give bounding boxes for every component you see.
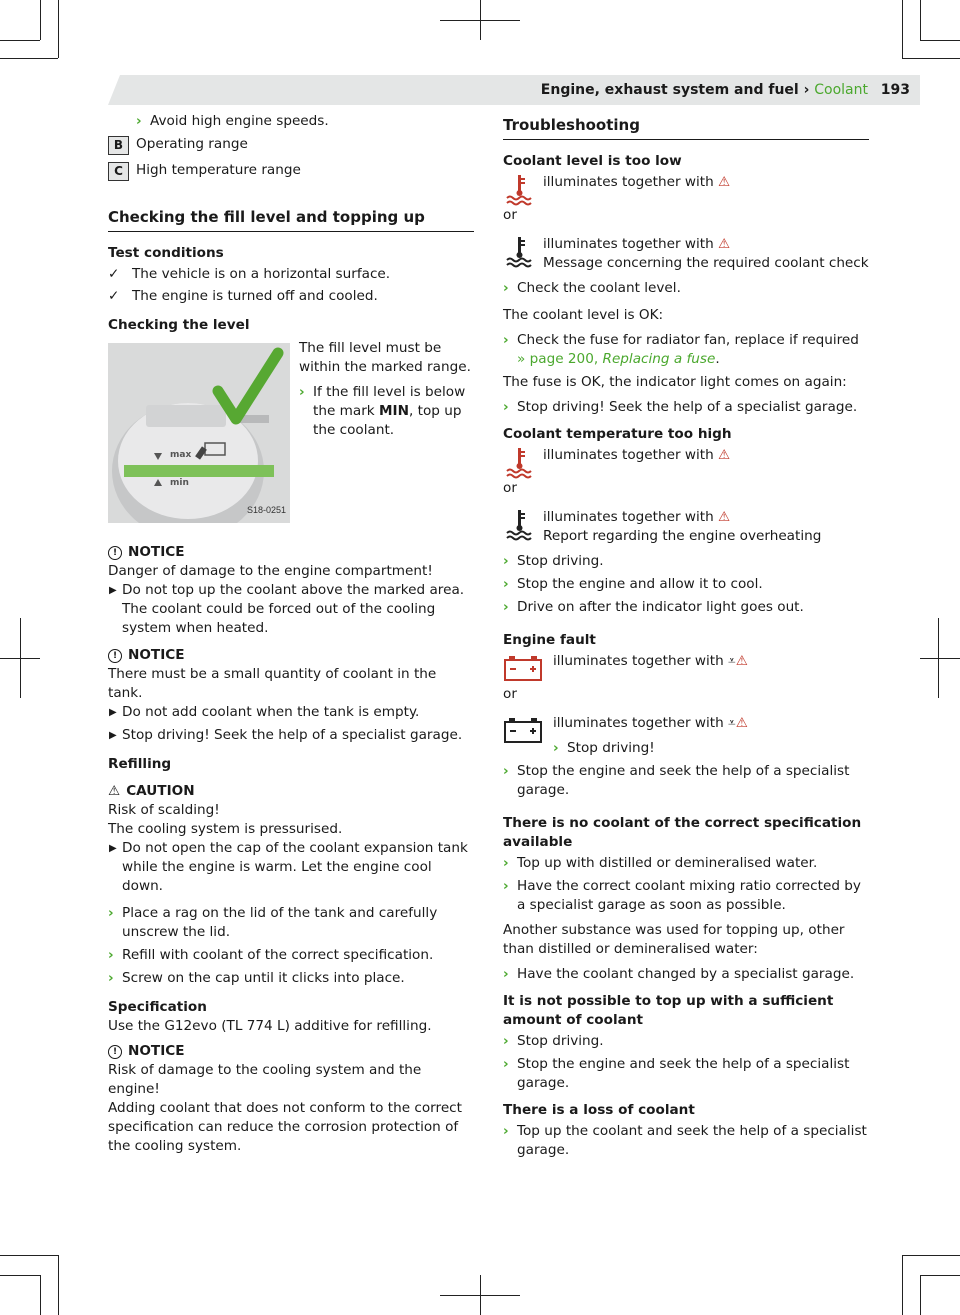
notice-icon: ! <box>108 546 122 560</box>
max-label: max <box>170 450 192 460</box>
min-mark: MIN <box>379 403 409 419</box>
step-text: Stop the engine and seek the help of a specialist garage. <box>517 1056 850 1091</box>
indicator-text: illuminates together with <box>543 174 714 190</box>
list-item <box>108 703 474 722</box>
chevron-right-icon: › <box>108 905 114 921</box>
step-text: Place a rag on the lid of the tank and carefully unscrew the lid. <box>122 905 438 940</box>
crop-mark <box>920 40 960 41</box>
legend-key: C <box>108 162 129 181</box>
crop-mark <box>920 1275 960 1276</box>
chevron-right-icon: › <box>108 947 114 963</box>
indicator-text: illuminates together with <box>543 447 714 463</box>
list-item <box>108 839 474 896</box>
crop-mark <box>0 1275 40 1276</box>
min-label: min <box>170 478 189 488</box>
list-item <box>108 265 474 284</box>
notice-bullet: Stop driving! Seek the help of a specialist garage. <box>122 727 463 743</box>
triangle-right-icon: ▶ <box>109 843 117 854</box>
step-text-pre: If the fill level is below the mark <box>313 384 466 419</box>
notice-label: NOTICE <box>128 647 185 663</box>
coolant-temperature-red-icon <box>503 446 537 480</box>
step-text: Screw on the cap until it clicks into place. <box>122 970 405 986</box>
coolant-temperature-icon <box>503 235 537 269</box>
chevron-right-icon: › <box>503 599 509 615</box>
notice-heading <box>108 646 474 665</box>
indicator-row <box>503 235 869 273</box>
crop-mark <box>40 0 41 40</box>
notice-heading <box>108 1042 474 1061</box>
step-text: Stop driving. <box>517 1033 604 1049</box>
crop-mark <box>480 0 481 40</box>
crop-mark <box>0 40 40 41</box>
coolant-temperature-icon <box>503 508 537 542</box>
or-text: or <box>503 480 517 496</box>
notice-heading <box>108 543 474 562</box>
crop-mark <box>480 1275 481 1315</box>
indicator-text: illuminates together with <box>543 509 714 525</box>
coolant-temperature-red-icon <box>503 173 537 207</box>
left-column <box>108 112 474 1156</box>
list-item <box>108 946 474 965</box>
warning-icon: ⚠ <box>718 447 731 463</box>
crop-mark <box>920 658 960 659</box>
warning-icon: ⚠ <box>718 236 731 252</box>
page-link[interactable] <box>517 351 715 367</box>
crop-mark <box>902 1255 903 1315</box>
caution-heading <box>108 782 474 801</box>
battery-icon <box>503 714 543 744</box>
crop-mark <box>920 0 921 40</box>
indicator-message: Report regarding the engine overheating <box>543 528 822 544</box>
triangle-right-icon: ▶ <box>109 585 117 596</box>
battery-red-icon <box>503 652 543 682</box>
checkmark-icon: ✓ <box>108 266 120 282</box>
checkmark-icon: ✓ <box>108 288 120 304</box>
step-text: Drive on after the indicator light goes out. <box>517 599 804 615</box>
indicator-row <box>503 508 869 546</box>
page-link-text: » page 200, <box>517 351 603 367</box>
list-item <box>108 969 474 988</box>
step-text: Stop driving! Seek the help of a specialist garage. <box>517 399 858 415</box>
list-item <box>503 1055 869 1093</box>
subheading: There is a loss of coolant <box>503 1102 695 1118</box>
figure-text <box>299 339 475 444</box>
crop-mark <box>938 618 939 698</box>
list-item <box>503 854 869 873</box>
step-text: Refill with coolant of the correct specification. <box>122 947 434 963</box>
indicator-text: illuminates together with <box>553 715 724 731</box>
subheading: Checking the level <box>108 317 250 333</box>
list-item <box>553 739 869 758</box>
crop-mark <box>902 1255 960 1256</box>
triangle-right-icon: ▶ <box>109 707 117 718</box>
chevron-right-icon: › <box>553 740 559 756</box>
body-text: The fuse is OK, the indicator light comes on again: <box>503 374 847 390</box>
list-item <box>503 279 869 298</box>
legend-item <box>108 135 474 154</box>
indicator-row <box>503 173 869 192</box>
list-item <box>503 762 869 800</box>
caution-text: Risk of scalding! <box>108 802 220 818</box>
list-item <box>503 1122 869 1160</box>
warning-icon: ⚠ <box>735 653 748 669</box>
step-text-post: , top up the coolant. <box>313 403 462 438</box>
indicator-row <box>503 652 869 671</box>
chevron-right-icon: › <box>136 113 142 129</box>
warning-icon: ⚠ <box>108 783 121 799</box>
legend-item <box>108 161 474 180</box>
subheading: Engine fault <box>503 632 596 648</box>
spec-text: Use the G12evo (TL 774 L) additive for refilling. <box>108 1018 432 1034</box>
crop-mark <box>0 1255 58 1256</box>
condition-text: The vehicle is on a horizontal surface. <box>132 266 391 282</box>
section-title: Checking the fill level and topping up <box>108 208 474 232</box>
indicator-row <box>503 714 869 758</box>
list-item <box>503 575 869 594</box>
triangle-right-icon: ▶ <box>109 730 117 741</box>
list-item <box>503 598 869 617</box>
crop-mark <box>58 0 59 58</box>
page-number: 193 <box>880 82 910 98</box>
warning-icon: ⚠ <box>718 174 731 190</box>
indicator-message: Message concerning the required coolant check <box>543 255 869 271</box>
notice-text: Risk of damage to the cooling system and the engine! <box>108 1062 422 1097</box>
chevron-right-icon: › <box>503 399 509 415</box>
list-item <box>503 331 869 369</box>
list-item <box>503 552 869 571</box>
section-title: Troubleshooting <box>503 116 869 140</box>
step-text: Have the correct coolant mixing ratio corrected by a specialist garage as soon as possible. <box>517 878 861 913</box>
header-subsection: Coolant <box>814 82 868 98</box>
notice-bullet: Do not add coolant when the tank is empty. <box>122 704 420 720</box>
subheading: There is no coolant of the correct specification available <box>503 815 862 850</box>
indicator-text: illuminates together with <box>553 653 724 669</box>
step-text: Stop driving. <box>517 553 604 569</box>
header-breadcrumb <box>541 81 868 100</box>
body-text: Another substance was used for topping up, other than distilled or demineralised water: <box>503 922 845 957</box>
coolant-small-icon: ⩡ <box>728 715 736 731</box>
list-item <box>108 726 474 745</box>
coolant-tank-image <box>108 343 290 523</box>
list-item <box>108 904 474 942</box>
notice-icon: ! <box>108 649 122 663</box>
step-text: Have the coolant changed by a specialist garage. <box>517 966 855 982</box>
warning-icon: ⚠ <box>718 509 731 525</box>
page-link-title: Replacing a fuse <box>602 351 716 367</box>
condition-text: The engine is turned off and cooled. <box>132 288 378 304</box>
subheading: It is not possible to top up with a sufficient amount of coolant <box>503 993 834 1028</box>
page-header <box>108 75 920 105</box>
crop-mark <box>58 1255 59 1315</box>
list-item <box>503 965 869 984</box>
subheading: Coolant temperature too high <box>503 426 732 442</box>
step-text: Check the fuse for radiator fan, replace if required » page 200, Replacing a fuse. <box>517 332 859 367</box>
list-item <box>108 287 474 306</box>
chevron-right-icon: › <box>503 576 509 592</box>
subheading: Specification <box>108 999 207 1015</box>
body-text: The coolant level is OK: <box>503 307 664 323</box>
step-text: Top up the coolant and seek the help of a specialist garage. <box>517 1123 867 1158</box>
chevron-right-icon: › <box>108 970 114 986</box>
step-text: Avoid high engine speeds. <box>150 113 329 129</box>
subheading: Test conditions <box>108 245 224 261</box>
list-item <box>108 581 474 638</box>
warning-icon: ⚠ <box>735 715 748 731</box>
list-item <box>299 383 475 440</box>
chevron-right-icon: › <box>503 763 509 779</box>
subheading: Coolant level is too low <box>503 153 682 169</box>
notice-text: Danger of damage to the engine compartment! <box>108 563 433 579</box>
crop-mark <box>902 0 903 58</box>
chevron-right-icon: › <box>503 332 509 348</box>
figure-description: The fill level must be within the marked range. <box>299 340 471 375</box>
chevron-right-icon: › <box>503 280 509 296</box>
crop-mark <box>902 58 960 59</box>
caution-label: CAUTION <box>126 783 195 799</box>
chevron-right-icon: › <box>503 855 509 871</box>
notice-text: Adding coolant that does not conform to the correct specification can reduce the corrosion protection of the cooling system. <box>108 1100 462 1154</box>
caution-bullet: Do not open the cap of the coolant expansion tank while the engine is warm. Let the engine cool down. <box>122 840 468 894</box>
step-text: Top up with distilled or demineralised water. <box>517 855 818 871</box>
coolant-small-icon: ⩡ <box>728 653 736 669</box>
list-item <box>136 112 474 131</box>
chevron-right-icon: › <box>299 384 305 400</box>
right-column <box>503 112 869 1164</box>
notice-icon: ! <box>108 1045 122 1059</box>
notice-bullet: Do not top up the coolant above the marked area. The coolant could be forced out of the cooling system when heated. <box>122 582 465 636</box>
chevron-right-icon: › <box>503 1056 509 1072</box>
list-item <box>503 1032 869 1051</box>
step-text <box>313 384 465 438</box>
indicator-row <box>503 446 869 465</box>
indicator-text: illuminates together with <box>543 236 714 252</box>
notice-label: NOTICE <box>128 1043 185 1059</box>
chevron-right-icon: › <box>503 878 509 894</box>
step-text: Stop the engine and allow it to cool. <box>517 576 763 592</box>
chevron-right-icon: › <box>503 1033 509 1049</box>
crop-mark <box>20 618 21 698</box>
subheading: Refilling <box>108 756 172 772</box>
caution-text: The cooling system is pressurised. <box>108 821 343 837</box>
list-item <box>503 877 869 915</box>
figure-code: S18-0251 <box>246 505 286 515</box>
or-text: or <box>503 207 517 223</box>
notice-label: NOTICE <box>128 544 185 560</box>
chevron-right-icon: › <box>503 966 509 982</box>
chevron-right-icon: › <box>503 553 509 569</box>
crop-mark <box>0 58 58 59</box>
chevron-right-icon: › <box>503 1123 509 1139</box>
or-text: or <box>503 686 517 702</box>
header-separator: › <box>803 82 810 98</box>
step-text: Check the coolant level. <box>517 280 681 296</box>
step-text: Stop driving! <box>567 740 655 756</box>
step-text: Stop the engine and seek the help of a specialist garage. <box>517 763 850 798</box>
list-item <box>503 398 869 417</box>
crop-mark <box>40 1275 41 1315</box>
legend-key: B <box>108 136 129 155</box>
figure <box>108 339 474 533</box>
step-text-pre: Check the fuse for radiator fan, replace if required <box>517 332 859 348</box>
legend-text: Operating range <box>136 136 248 152</box>
crop-mark <box>920 1275 921 1315</box>
notice-text: There must be a small quantity of coolant in the tank. <box>108 666 437 701</box>
legend-text: High temperature range <box>136 162 301 178</box>
header-section: Engine, exhaust system and fuel <box>540 82 799 98</box>
